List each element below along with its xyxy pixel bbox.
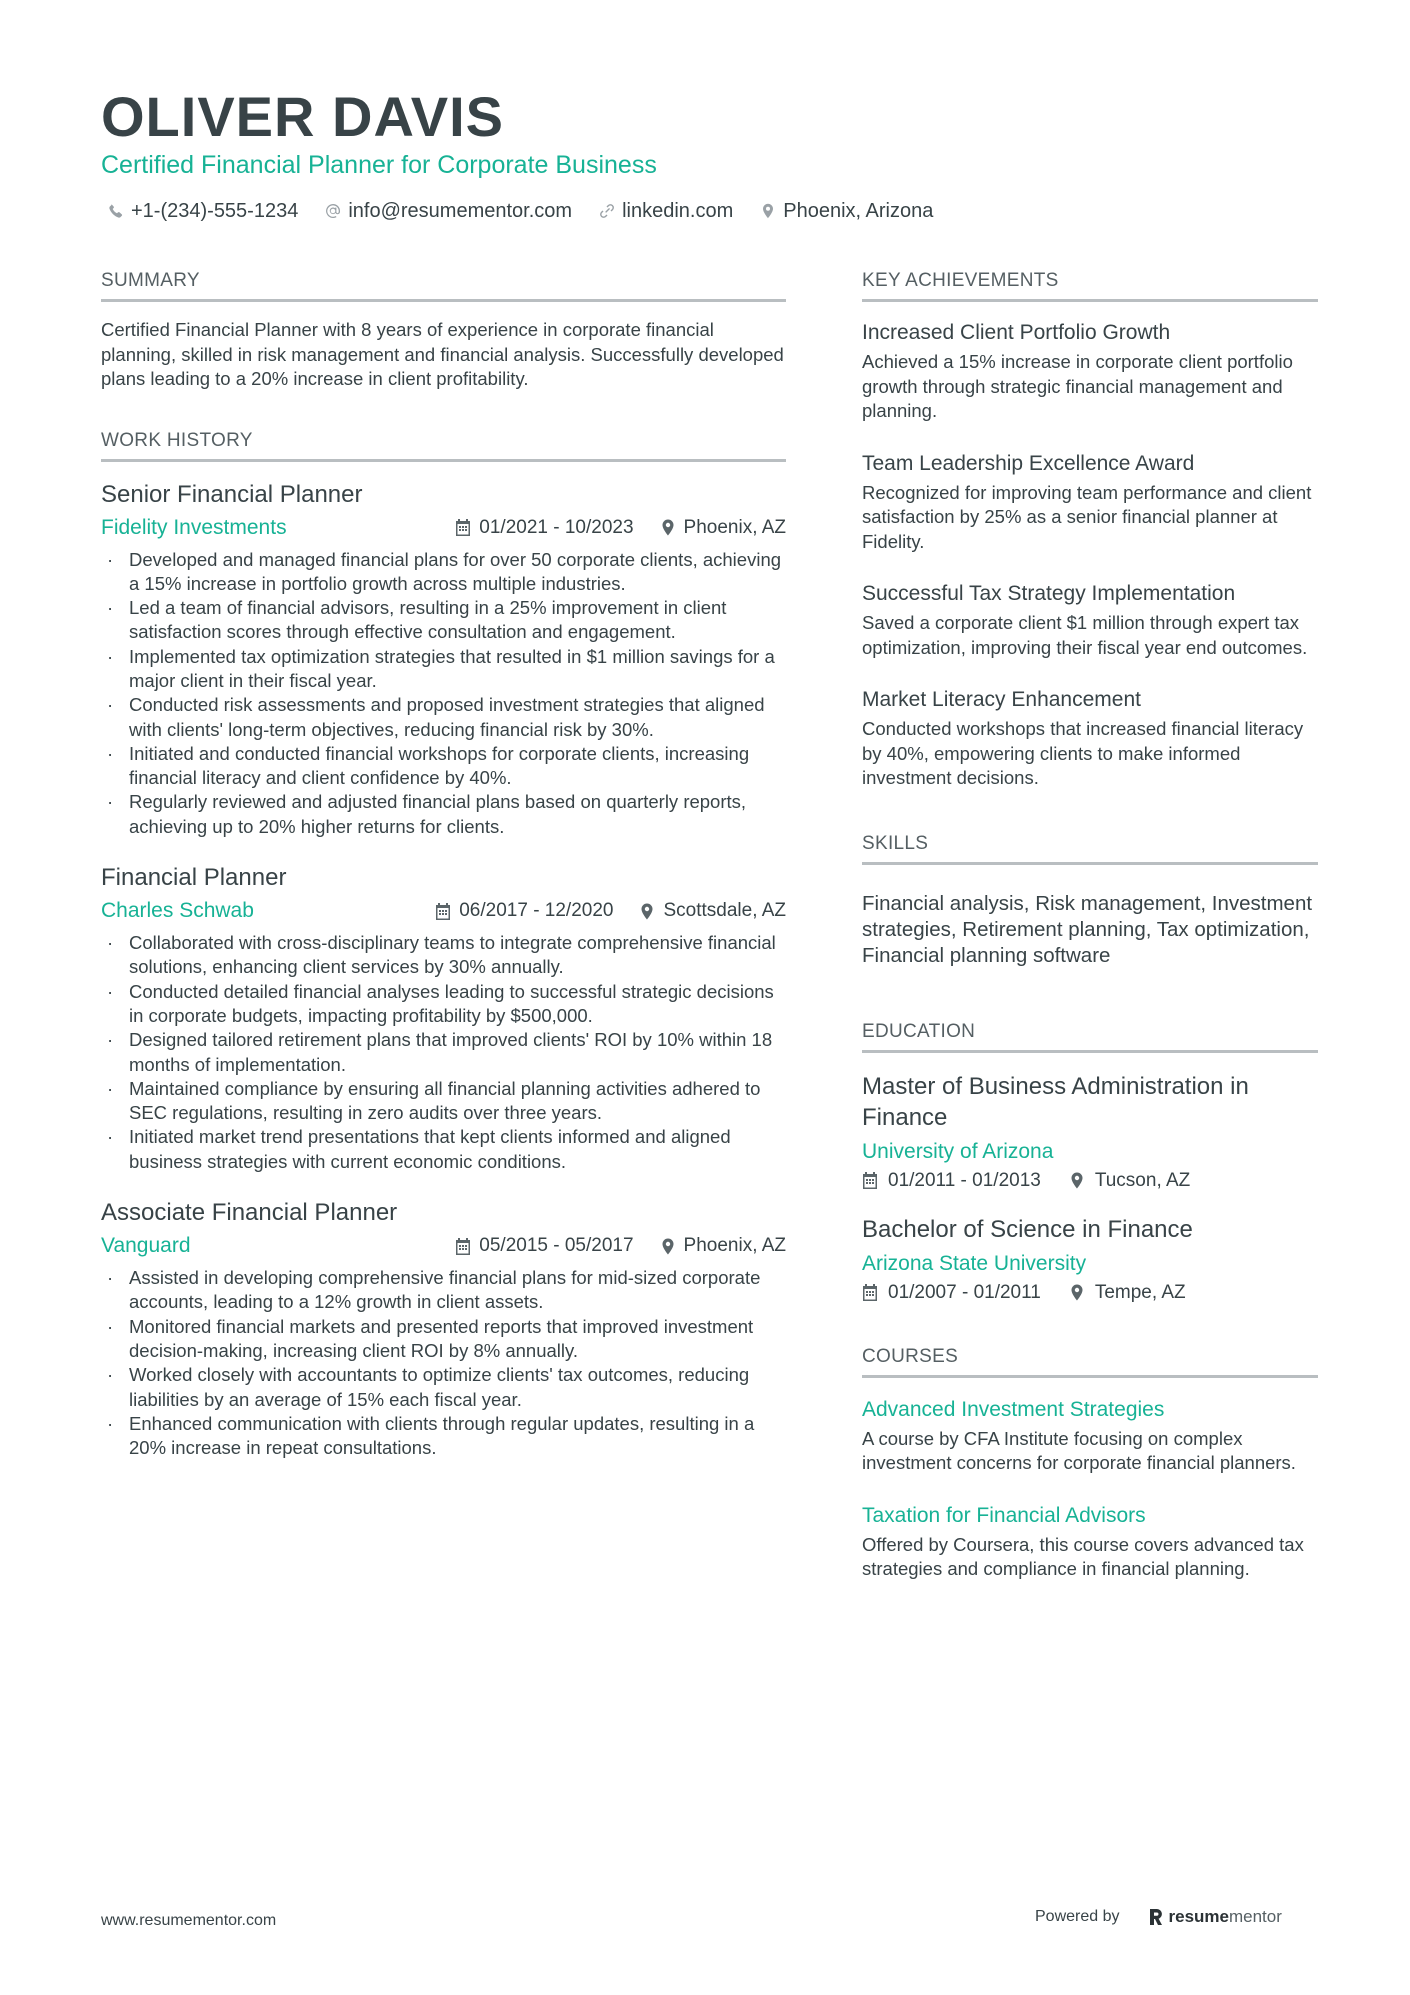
phone-text: +1-(234)-555-1234 [131,200,299,222]
job-bullets [101,1266,786,1460]
location-pin-icon [1069,1284,1085,1301]
education-dates [862,1170,1041,1192]
job-bullet: · Assisted in developing comprehensive financial plans for mid-sized corporate accounts, leading to a 12% growth in client assets. [101,1266,786,1315]
job-meta-row [101,897,786,925]
work-history-section [101,428,786,1461]
location-pin-icon [639,903,655,920]
company-name: Vanguard [101,1234,191,1258]
job-entry [101,480,786,840]
location-pin-icon [660,1238,676,1255]
job-entry [101,1198,786,1460]
course-title: Advanced Investment Strategies [862,1397,1165,1421]
contact-location [760,197,933,225]
achievement-title: Successful Tax Strategy Implementation [862,582,1236,605]
location-pin-icon [1069,1172,1085,1189]
location-pin-icon [660,519,676,536]
job-meta [455,517,786,539]
calendar-icon [435,903,451,920]
education-dates [862,1282,1041,1304]
education-item [862,1071,1318,1192]
achievements-section [862,268,1318,791]
course-item [862,1502,1318,1582]
job-dates-text: 01/2021 - 10/2023 [479,516,634,538]
location-pin-icon [760,203,776,219]
powered-by-label: Powered by [1035,1908,1120,1925]
achievement-desc: Conducted workshops that increased financial literacy by 40%, empowering clients to make informed investment decisions. [862,718,1304,788]
email-text: info@resumementor.com [348,200,573,222]
job-dates-text: 05/2015 - 05/2017 [479,1235,634,1257]
calendar-icon [455,1238,471,1255]
courses-heading: COURSES [862,1344,1318,1378]
course-desc: A course by CFA Institute focusing on complex investment concerns for corporate financial planners. [862,1427,1296,1473]
skills-heading: SKILLS [862,831,1318,865]
company-name: Charles Schwab [101,899,254,923]
job-meta [435,900,786,922]
achievement-item [862,686,1318,791]
achievement-desc: Recognized for improving team performance and client satisfaction by 25% as a senior financial planner at Fidelity. [862,481,1312,552]
job-bullets [101,548,786,840]
job-entry [101,863,786,1174]
job-location [639,900,786,922]
achievement-title: Market Literacy Enhancement [862,688,1141,711]
skills-section [862,831,1318,969]
education-school: University of Arizona [862,1139,1054,1163]
brand-mark-icon [1148,1907,1164,1927]
footer-branding [1035,1907,1282,1927]
education-school: Arizona State University [862,1251,1087,1275]
achievement-desc: Achieved a 15% increase in corporate client portfolio growth through strategic financial management and planning. [862,351,1293,421]
job-bullet: · Regularly reviewed and adjusted financial plans based on quarterly reports, achieving up to 20% higher returns for clients. [101,790,786,839]
achievement-item [862,450,1318,555]
job-bullet: · Conducted risk assessments and proposed investment strategies that aligned with clients' long-term objectives, reducing financial risk by 30%. [101,693,786,742]
course-desc: Offered by Coursera, this course covers advanced tax strategies and compliance in financial planning. [862,1533,1304,1579]
contact-website[interactable] [599,197,733,225]
achievements-heading: KEY ACHIEVEMENTS [862,268,1318,302]
job-meta [455,1235,786,1257]
calendar-icon [862,1172,878,1189]
job-meta-row [101,514,786,542]
job-meta-row [101,1232,786,1260]
job-title: Associate Financial Planner [101,1199,398,1227]
job-bullet: · Initiated and conducted financial workshops for corporate clients, increasing financial literacy and client confidence by 40%. [101,742,786,791]
location-text: Phoenix, Arizona [783,200,934,222]
left-column [101,268,786,1460]
job-location-text: Phoenix, AZ [683,516,786,538]
company-name: Fidelity Investments [101,515,287,539]
job-title: Financial Planner [101,864,287,892]
job-dates [455,1235,633,1257]
summary-heading: SUMMARY [101,268,786,302]
summary-section [101,268,786,392]
job-bullet: · Collaborated with cross-disciplinary teams to integrate comprehensive financial solutions, enhancing client services by 30% annually. [101,931,786,980]
achievement-title: Increased Client Portfolio Growth [862,321,1171,344]
achievement-item [862,319,1318,424]
education-location-text: Tucson, AZ [1094,1169,1191,1191]
job-bullets [101,931,786,1174]
job-bullet: · Enhanced communication with clients through regular updates, resulting in a 20% increase in repeat consultations. [101,1412,786,1461]
course-item [862,1396,1318,1476]
education-meta [862,1282,1318,1304]
education-dates-text: 01/2011 - 01/2013 [888,1169,1041,1191]
education-dates-text: 01/2007 - 01/2011 [888,1281,1041,1303]
job-bullet: · Conducted detailed financial analyses leading to successful strategic decisions in corporate budgets, impacting profitability by $500,000. [101,980,786,1029]
brand-name-light: mentor [1228,1907,1282,1926]
achievement-title: Team Leadership Excellence Award [862,451,1195,475]
courses-section [862,1344,1318,1582]
education-location [1069,1170,1190,1192]
education-location [1069,1282,1186,1304]
job-bullet: · Maintained compliance by ensuring all financial planning activities adhered to SEC regulations, resulting in zero audits over three years. [101,1077,786,1126]
work-history-heading: WORK HISTORY [101,428,786,462]
job-location-text: Phoenix, AZ [683,1235,786,1257]
contact-phone [108,197,298,225]
skills-text: Financial analysis, Risk management, Investment strategies, Retirement planning, Tax optimization, Financial planning software [862,891,1313,967]
candidate-title: Certified Financial Planner for Corporate Business [101,151,657,179]
education-degree: Master of Business Administration in Finance [862,1072,1249,1131]
calendar-icon [862,1284,878,1301]
candidate-name: OLIVER DAVIS [101,85,505,148]
link-icon [599,203,615,219]
job-title: Senior Financial Planner [101,480,363,508]
footer-website[interactable]: www.resumementor.com [101,1912,277,1929]
job-bullet: · Developed and managed financial plans for over 50 corporate clients, achieving a 15% increase in portfolio growth across multiple industries. [101,548,786,597]
phone-icon [108,203,124,219]
education-meta [862,1170,1318,1192]
brand-logo[interactable] [1148,1907,1282,1927]
education-location-text: Tempe, AZ [1094,1281,1186,1303]
education-degree: Bachelor of Science in Finance [862,1215,1193,1243]
right-column [862,268,1318,1582]
calendar-icon [455,519,471,536]
job-location-text: Scottsdale, AZ [663,900,786,922]
achievement-desc: Saved a corporate client $1 million through expert tax optimization, improving their fiscal year end outcomes. [862,612,1308,658]
job-bullet: · Initiated market trend presentations that kept clients informed and aligned business strategies with current economic conditions. [101,1125,786,1174]
education-section [862,1019,1318,1304]
contact-email[interactable] [325,197,572,225]
job-dates [435,900,613,922]
job-dates [455,517,633,539]
website-text: linkedin.com [622,200,734,222]
job-bullet: · Designed tailored retirement plans that improved clients' ROI by 10% within 18 months of implementation. [101,1028,786,1077]
brand-name-bold: resume [1168,1907,1229,1926]
education-item [862,1214,1318,1304]
job-location [660,517,786,539]
achievement-item [862,580,1318,660]
job-dates-text: 06/2017 - 12/2020 [459,900,614,922]
job-bullet: · Worked closely with accountants to optimize clients' tax outcomes, reducing liabilities by an average of 15% each fiscal year. [101,1363,786,1412]
job-bullet: · Monitored financial markets and presented reports that improved investment decision-making, increasing client ROI by 8% annually. [101,1315,786,1364]
contact-bar [108,197,960,225]
job-bullet: · Led a team of financial advisors, resulting in a 25% improvement in client satisfaction scores through effective consultation and engagement. [101,596,786,645]
course-title: Taxation for Financial Advisors [862,1503,1146,1527]
at-icon [325,203,341,219]
job-location [660,1235,786,1257]
education-heading: EDUCATION [862,1019,1318,1053]
summary-text: Certified Financial Planner with 8 years of experience in corporate financial planning, skilled in risk management and financial analysis. Successfully developed plans leading to a 20% increase in client profitability. [101,319,784,389]
job-bullet: · Implemented tax optimization strategies that resulted in $1 million savings for a major client in their fiscal year. [101,645,786,694]
